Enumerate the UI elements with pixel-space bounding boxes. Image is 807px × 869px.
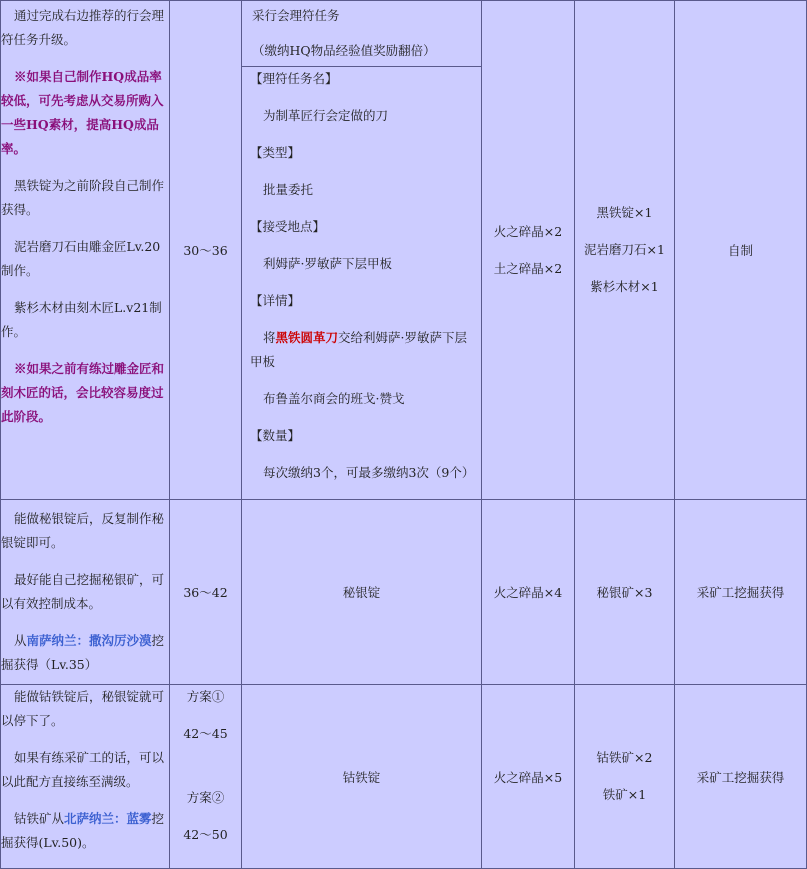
source-cell: 采矿工挖掘获得 bbox=[675, 500, 807, 685]
recipe-cell: 钴铁锭 bbox=[242, 685, 482, 869]
note-text: 紫杉木材由刻木匠L.v21制作。 bbox=[1, 300, 162, 339]
task-cell bbox=[242, 1, 482, 500]
note-warning: ※如果自己制作HQ成品率较低，可先考虑从交易所购入一些HQ素材，提高HQ成品率。 bbox=[1, 69, 164, 156]
task-header bbox=[242, 4, 481, 67]
note-text: 最好能自己挖掘秘银矿，可以有效控制成本。 bbox=[1, 572, 165, 611]
materials-cell bbox=[575, 1, 675, 500]
materials-cell bbox=[575, 685, 675, 869]
task-detail-pre: 将 bbox=[263, 329, 276, 345]
note-text: 能做钴铁锭后，秘银锭就可以停下了。 bbox=[1, 689, 165, 728]
crystals-cell: 火之碎晶×5 bbox=[482, 685, 575, 869]
crystal-item: 火之碎晶×2 bbox=[493, 223, 563, 239]
note-pre: 从 bbox=[14, 633, 27, 648]
table-row bbox=[1, 1, 807, 500]
crystals-cell bbox=[482, 1, 575, 500]
level-range: 30～36 bbox=[170, 1, 242, 500]
table-row bbox=[1, 500, 807, 685]
task-name: 为制革匠行会定做的刀 bbox=[263, 107, 389, 123]
task-detail bbox=[250, 326, 473, 374]
task-name-label: 【理符任务名】 bbox=[250, 70, 338, 86]
task-type: 批量委托 bbox=[263, 181, 314, 197]
task-place-label: 【接受地点】 bbox=[250, 218, 326, 234]
plan-label: 方案② bbox=[186, 790, 225, 805]
task-qty: 每次缴纳3个，可最多缴纳3次（9个） bbox=[263, 464, 475, 480]
note-text: 泥岩磨刀石由雕金匠Lv.20制作。 bbox=[1, 239, 161, 278]
level-range: 36～42 bbox=[170, 500, 242, 685]
task-detail-post: 交给利姆萨·罗敏萨下层甲板 bbox=[250, 329, 468, 369]
level-range: 42～45 bbox=[183, 726, 228, 741]
task-header-note: （缴纳HQ物品经验值奖励翻倍） bbox=[252, 42, 436, 58]
plan-label: 方案① bbox=[186, 689, 225, 704]
source-cell: 自制 bbox=[675, 1, 807, 500]
level-plans bbox=[170, 685, 242, 869]
note-text: 能做秘银锭后，反复制作秘银锭即可。 bbox=[1, 511, 165, 550]
location-link[interactable]: 北萨纳兰：蓝雾 bbox=[64, 811, 152, 826]
note-text: 黑铁锭为之前阶段自己制作获得。 bbox=[1, 178, 165, 217]
source-cell: 采矿工挖掘获得 bbox=[675, 685, 807, 869]
note-post: 挖掘获得(Lv.50)。 bbox=[1, 811, 165, 850]
material-item: 黑铁锭×1 bbox=[596, 205, 653, 220]
material-item: 钴铁矿×2 bbox=[596, 750, 653, 765]
task-qty-label: 【数量】 bbox=[250, 427, 301, 443]
material-item: 铁矿×1 bbox=[602, 787, 647, 802]
note-location bbox=[1, 629, 169, 677]
note-text: 通过完成右边推荐的行会理符任务升级。 bbox=[1, 8, 165, 47]
location-link[interactable]: 南萨纳兰：撒沟厉沙漠 bbox=[26, 633, 152, 648]
recipe-cell: 秘银锭 bbox=[242, 500, 482, 685]
materials-cell: 秘银矿×3 bbox=[575, 500, 675, 685]
material-item: 泥岩磨刀石×1 bbox=[584, 242, 665, 257]
note-warning: ※如果之前有练过雕金匠和刻木匠的话，会比较容易度过此阶段。 bbox=[1, 361, 165, 424]
note-location bbox=[1, 807, 169, 855]
note-post: 挖掘获得（Lv.35） bbox=[1, 633, 165, 672]
crystals-cell: 火之碎晶×4 bbox=[482, 500, 575, 685]
task-header-title: 采行会理符任务 bbox=[252, 7, 340, 23]
task-item-highlight: 黑铁圆革刀 bbox=[275, 329, 339, 345]
notes-cell bbox=[1, 1, 170, 500]
task-npc: 布鲁盖尔商会的班戈·赞戈 bbox=[263, 390, 405, 406]
crystal-item: 土之碎晶×2 bbox=[493, 260, 563, 276]
level-range: 42～50 bbox=[183, 827, 228, 842]
task-place: 利姆萨·罗敏萨下层甲板 bbox=[263, 255, 392, 271]
task-type-label: 【类型】 bbox=[250, 144, 301, 160]
material-item: 紫杉木材×1 bbox=[590, 279, 659, 294]
table-row bbox=[1, 685, 807, 869]
notes-cell bbox=[1, 500, 170, 685]
task-detail-label: 【详情】 bbox=[250, 292, 301, 308]
notes-cell bbox=[1, 685, 170, 869]
task-details bbox=[242, 67, 481, 485]
note-pre: 钴铁矿从 bbox=[14, 811, 65, 826]
note-text: 如果有练采矿工的话，可以以此配方直接练至满级。 bbox=[1, 750, 165, 789]
